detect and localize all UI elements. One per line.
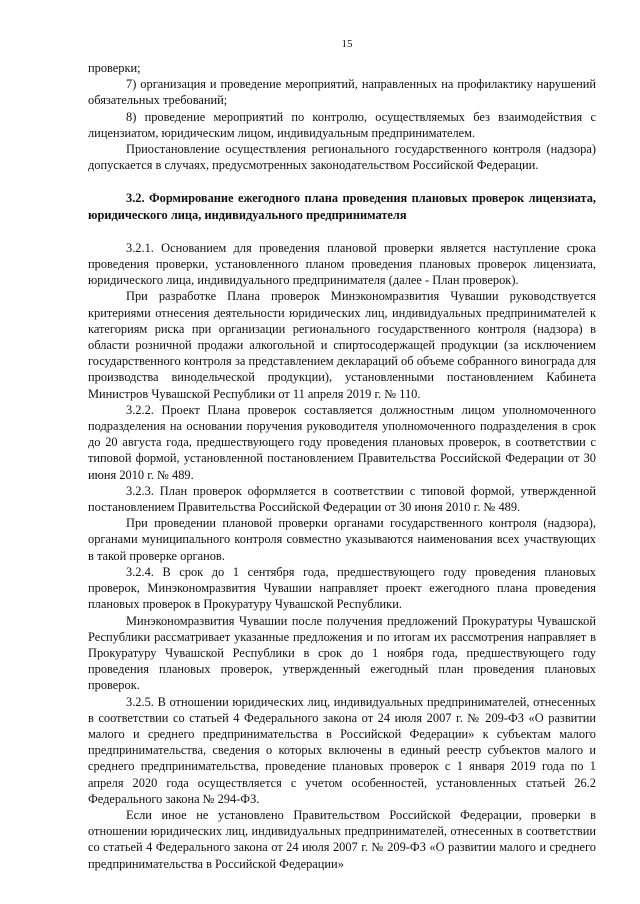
document-page — [88, 38, 596, 872]
paragraph: Минэкономразвития Чувашии после получения предложений Прокуратуры Чувашской Республики рассматривает указанные предложения и по итогам их рассмотрения направляет в Прокуратуру Чувашской Республики в срок до 1 ноября года, предшествующего году проведения плановых проверок, утвержденный ежегодный план проведения плановых проверок. — [88, 613, 596, 693]
paragraph: 3.2.2. Проект Плана проверок составляется должностным лицом уполномоченного подразделения на основании поручения руководителя уполномоченного подразделения в срок до 20 августа года, предшествующего году проведения плановых проверок, в соответствии с типовой формой, установленной постановлением Правительства Российской Федерации от 30 июня 2010 г. № 489. — [88, 402, 596, 482]
paragraph: 3.2.5. В отношении юридических лиц, индивидуальных предпринимателей, отнесенных в соответствии со статьей 4 Федерального закона от 24 июля 2007 г. № 209-ФЗ «О развитии малого и среднего предпринимательства в Российской Федерации» к субъектам малого предпринимательства, сведения о которых включены в единый реестр субъектов малого и среднего предпринимательства, проведение плановых проверок с 1 января 2019 года по 1 апреля 2020 года осуществляется с учетом особенностей, установленных статьей 26.2 Федерального закона № 294-ФЗ. — [88, 694, 596, 806]
paragraphs-after — [88, 240, 596, 872]
paragraph: Приостановление осуществления регионального государственного контроля (надзора) допускается в случаях, предусмотренных законодательством Российской Федерации. — [88, 142, 596, 173]
paragraphs-before — [88, 60, 596, 173]
paragraph: При проведении плановой проверки органами государственного контроля (надзора), органами муниципального контроля совместно указываются наименования всех участвующих в такой проверке органов. — [88, 516, 596, 563]
page-number: 15 — [341, 38, 353, 50]
paragraph: 8) проведение мероприятий по контролю, осуществляемых без взаимодействия с лицензиатом, юридическим лицом, индивидуальным предпринимателем. — [88, 109, 596, 140]
paragraph: При разработке Плана проверок Минэкономразвития Чувашии руководствуется критериями отнесения деятельности юридических лиц, индивидуальных предпринимателей к категориям риска при организации регионального государственного контроля (надзора) в области розничной продажи алкогольной и спиртосодержащей продукции (за исключением государственного контроля за представлением деклараций об объеме собранного винограда для производства винодельческой продукции), установленными постановлением Кабинета Министров Чувашской Республики от 11 апреля 2019 г. № 110. — [88, 289, 596, 401]
paragraph: проверки; — [88, 61, 141, 75]
paragraph: Если иное не установлено Правительством Российской Федерации, проверки в отношении юридических лиц, индивидуальных предпринимателей, отнесенных в соответствии со статьей 4 Федерального закона от 24 июля 2007 г. № 209-ФЗ «О развитии малого и среднего предпринимательства в Российской Федерации» — [88, 807, 596, 871]
paragraph: 3.2.3. План проверок оформляется в соответствии с типовой формой, утвержденной постановлением Правительства Российской Федерации от 30 июня 2010 г. № 489. — [88, 483, 596, 515]
paragraph: 7) организация и проведение мероприятий, направленных на профилактику нарушений обязательных требований; — [88, 77, 596, 108]
paragraph: 3.2.1. Основанием для проведения плановой проверки является наступление срока проведения проверки, установленного планом проведения плановых проверок лицензиата, юридического лица, индивидуального предпринимателя (далее - План проверок). — [88, 240, 596, 288]
section-heading: 3.2. Формирование ежегодного плана проведения плановых проверок лицензиата, юридического лица, индивидуального предпринимателя — [88, 191, 596, 222]
paragraph: 3.2.4. В срок до 1 сентября года, предшествующего году проведения плановых проверок, Минэкономразвития Чувашии направляет проект ежегодного плана проведения плановых проверок в Прокуратуру Чувашской Республики. — [88, 564, 596, 612]
